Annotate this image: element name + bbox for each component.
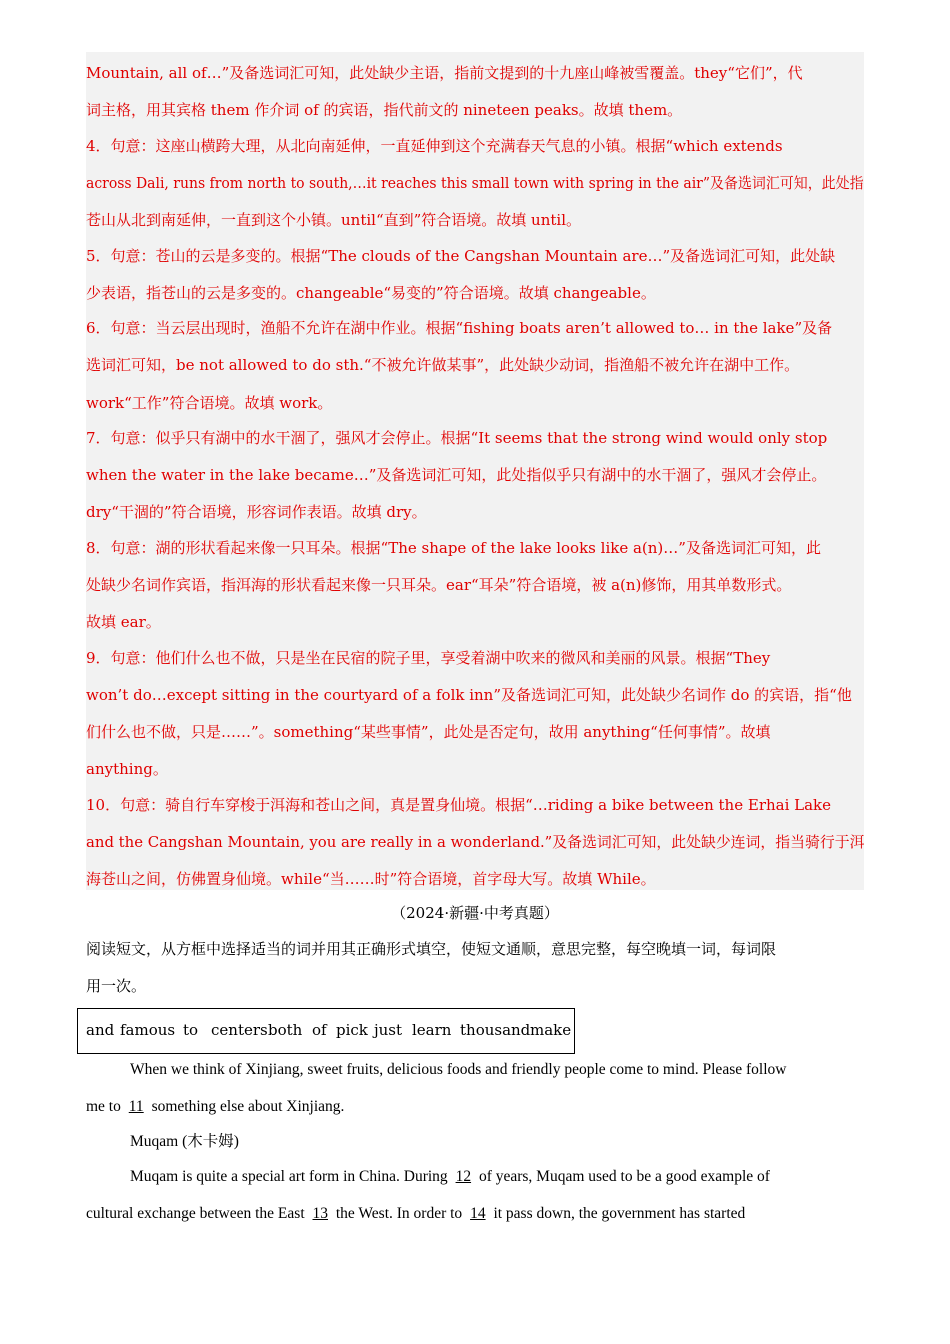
answer-line: 10．句意：骑自行车穿梭于洱海和苍山之间，真是置身仙境。根据“…riding a bike between the Erhai Lake (86, 796, 832, 814)
answer-line: 故填 ear。 (86, 613, 161, 631)
answer-line: 们什么也不做，只是……”。something“某些事情”，此处是否定句，故用 anything“任何事情”。故填 (86, 723, 771, 741)
word-bank-item: famous (120, 1021, 176, 1039)
word-bank-box (77, 1008, 575, 1054)
question-source: （2024·新疆·中考真题） (391, 904, 559, 922)
answer-line: work“工作”符合语境。故填 work。 (86, 394, 333, 412)
passage-text: cultural exchange between the East (86, 1205, 305, 1222)
passage-text: the West. In order to (335, 1205, 463, 1222)
passage-text: it pass down, the government has started (493, 1205, 746, 1222)
answer-line: 8．句意：湖的形状看起来像一只耳朵。根据“The shape of the lake looks like a(n)…”及备选词汇可知，此 (86, 539, 821, 557)
answer-line: 处缺少名词作宾语，指洱海的形状看起来像一只耳朵。ear“耳朵”符合语境，被 a(n)修饰，用其单数形式。 (86, 576, 792, 594)
word-bank-item: just (374, 1021, 403, 1039)
answer-line: 4．句意：这座山横跨大理，从北向南延伸，一直延伸到这个充满春天气息的小镇。根据“which extends (86, 137, 783, 155)
word-bank-item: make (530, 1021, 572, 1039)
answer-line: 选词汇可知，be not allowed to do sth.“不被允许做某事”，此处缺少动词，指渔船不被允许在湖中工作。 (86, 356, 800, 374)
answer-line: 少表语，指苍山的云是多变的。changeable“易变的”符合语境。故填 changeable。 (86, 284, 656, 302)
answer-line: 6．句意：当云层出现时，渔船不允许在湖中作业。根据“fishing boats aren’t allowed to… in the lake”及备 (86, 319, 833, 337)
word-bank-item: thousand (460, 1021, 531, 1039)
answer-line: anything。 (86, 760, 168, 778)
word-bank-item: to (183, 1021, 199, 1039)
blank-12: 12 (455, 1168, 472, 1185)
answer-line: 9．句意：他们什么也不做，只是坐在民宿的院子里，享受着湖中吹来的微风和美丽的风景。根据“They (86, 649, 771, 667)
blank-13: 13 (312, 1205, 328, 1222)
answer-line: 苍山从北到南延伸，一直到这个小镇。until“直到”符合语境。故填 until。 (86, 211, 581, 229)
instructions-line: 用一次。 (86, 977, 147, 995)
answer-line: 词主格，用其宾格 them 作介词 of 的宾语，指代前文的 nineteen peaks。故填 them。 (86, 101, 683, 119)
answer-line: and the Cangshan Mountain, you are really in a wonderland.”及备选词汇可知，此处缺少连词，指当骑行于洱 (86, 833, 865, 851)
passage-line (86, 1097, 344, 1117)
passage-line: When we think of Xinjiang, sweet fruits, delicious foods and friendly people come to mind. Please follow (130, 1061, 787, 1078)
answer-line: 海苍山之间，仿佛置身仙境。while“当……时”符合语境，首字母大写。故填 While。 (86, 870, 656, 888)
answer-line: across Dali, runs from north to south,…it reaches this small town with spring in the air”及备选词汇可知，此处指 (86, 174, 864, 192)
passage-text: of years, Muqam used to be a good example of (478, 1168, 770, 1185)
instructions-line: 阅读短文，从方框中选择适当的词并用其正确形式填空，使短文通顺，意思完整，每空晚填一词，每词限 (86, 940, 777, 958)
answer-line: dry“干涸的”符合语境，形容词作表语。故填 dry。 (86, 503, 427, 521)
answer-line: Mountain, all of…”及备选词汇可知，此处缺少主语，指前文提到的十九座山峰被雪覆盖。they“它们”，代 (86, 64, 803, 82)
passage-text: Muqam is quite a special art form in China. During (130, 1168, 448, 1185)
answer-line: when the water in the lake became…”及备选词汇可知，此处指似乎只有湖中的水干涸了，强风才会停止。 (86, 466, 827, 484)
passage-text: me to (86, 1098, 121, 1115)
passage-text: something else about Xinjiang. (151, 1098, 345, 1115)
blank-11: 11 (128, 1098, 144, 1115)
answer-line: 7．句意：似乎只有湖中的水干涸了，强风才会停止。根据“It seems that the strong wind would only stop (86, 429, 828, 447)
word-bank-item: learn (412, 1021, 452, 1039)
section-heading: Muqam (木卡姆) (130, 1133, 239, 1150)
passage-line (86, 1204, 745, 1224)
answer-line: won’t do…except sitting in the courtyard of a folk inn”及备选词汇可知，此处缺少名词作 do 的宾语，指“他 (86, 686, 852, 704)
word-bank-item: centers (211, 1021, 268, 1039)
answer-explanation-block (86, 52, 864, 890)
blank-14: 14 (470, 1205, 486, 1222)
word-bank-item: and (86, 1021, 115, 1039)
answer-line: 5．句意：苍山的云是多变的。根据“The clouds of the Cangshan Mountain are…”及备选词汇可知，此处缺 (86, 247, 836, 265)
passage-line (130, 1167, 770, 1187)
word-bank-item: of (312, 1021, 327, 1039)
word-bank-item: pick (336, 1021, 368, 1039)
word-bank-item: both (268, 1021, 303, 1039)
